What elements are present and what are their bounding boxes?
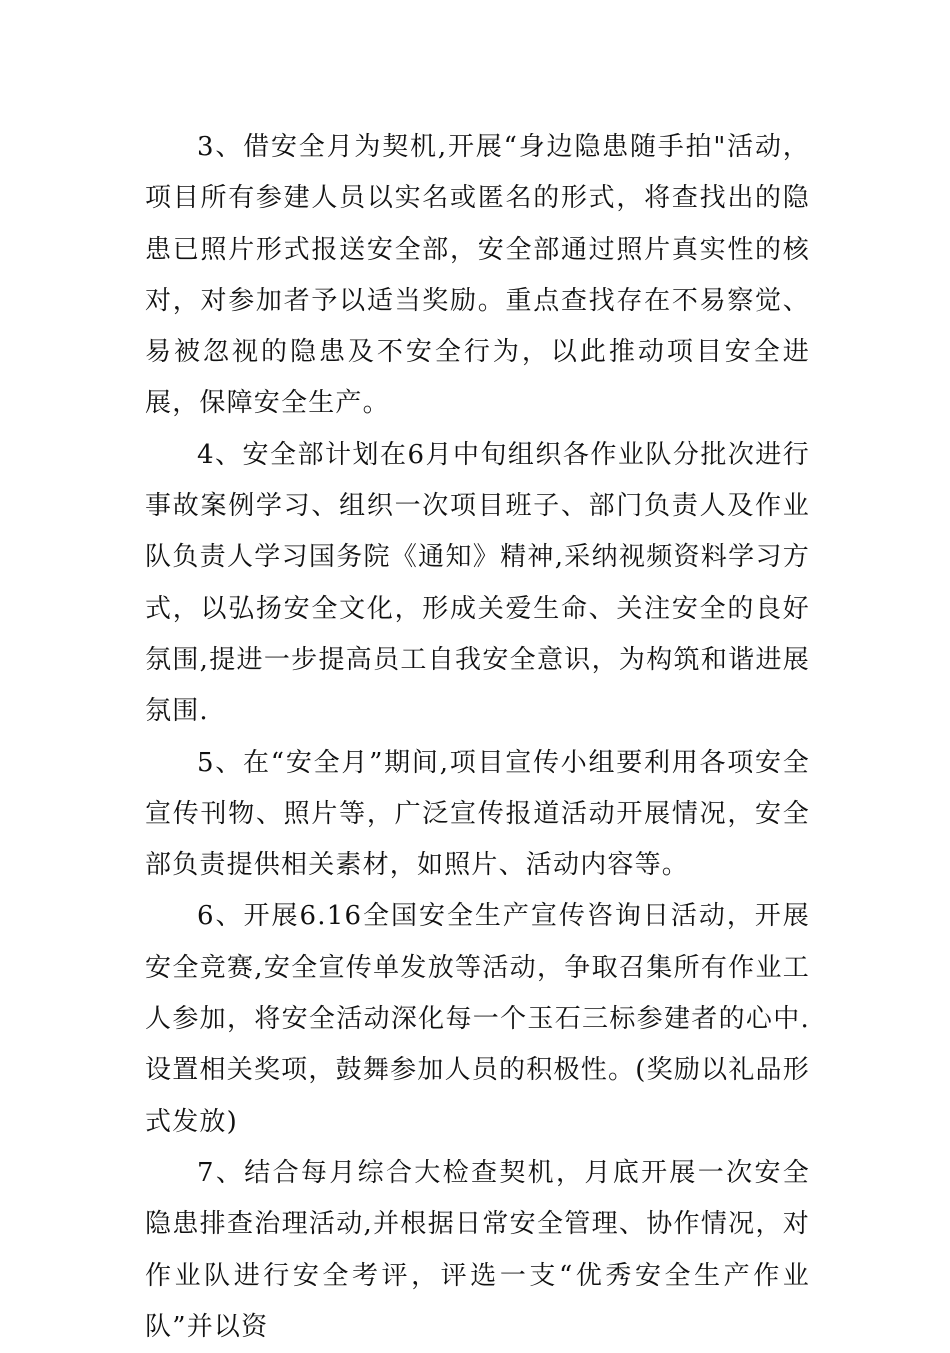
paragraph-item-5: 5、在“安全月”期间,项目宣传小组要利用各项安全宣传刊物、照片等，广泛宣传报道活动开展情况，安全部负责提供相关素材，如照片、活动内容等。: [145, 747, 810, 881]
paragraph-item-4: 4、安全部计划在6月中旬组织各作业队分批次进行事故案例学习、组织一次项目班子、部门负责人及作业队负责人学习国务院《通知》精神,采纳视频资料学习方式，以弘扬安全文化，形成关爱生命、关注安全的良好氛围,提进一步提高员工自我安全意识，为构筑和谐进展氛围.: [145, 439, 810, 727]
paragraph-item-3: 3、借安全月为契机,开展“身边隐患随手拍"活动，项目所有参建人员以实名或匿名的形式，将查找出的隐患已照片形式报送安全部，安全部通过照片真实性的核对，对参加者予以适当奖励。重点查找存在不易察觉、易被忽视的隐患及不安全行为，以此推动项目安全进展，保障安全生产。: [145, 132, 810, 419]
document-body: [145, 122, 810, 1353]
paragraph-item-6: 6、开展6.16全国安全生产宣传咨询日活动，开展安全竞赛,安全宣传单发放等活动，争取召集所有作业工人参加，将安全活动深化每一个玉石三标参建者的心中.设置相关奖项，鼓舞参加人员的积极性。(奖励以礼品形式发放): [145, 901, 810, 1137]
paragraph-item-7: 7、结合每月综合大检查契机，月底开展一次安全隐患排查治理活动,并根据日常安全管理、协作情况，对作业队进行安全考评，评选一支“优秀安全生产作业队”并以资: [145, 1157, 810, 1342]
